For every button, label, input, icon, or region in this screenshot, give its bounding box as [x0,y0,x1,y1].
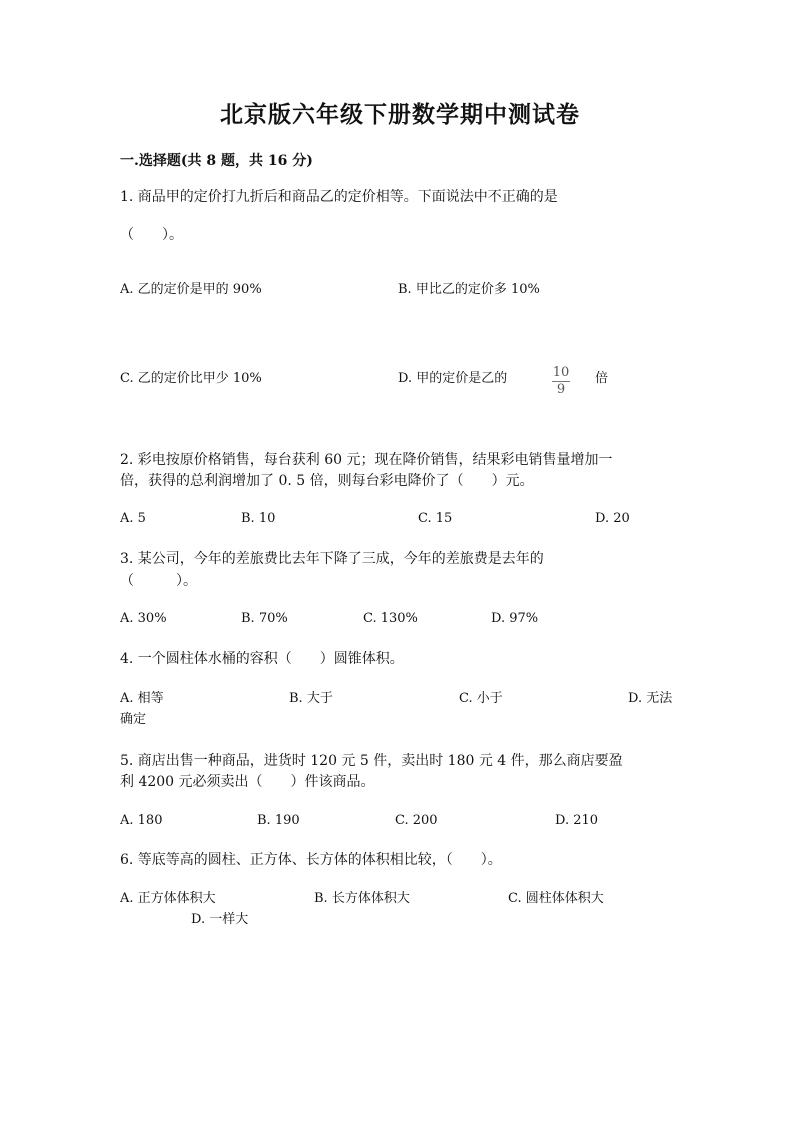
question-4-option-c[interactable]: C. 小于 [459,691,503,706]
question-2-option-b[interactable]: B. 10 [241,511,276,526]
question-4-line-1: 4. 一个圆柱体水桶的容积（ ）圆锥体积。 [120,651,404,667]
question-4-option-b[interactable]: B. 大于 [289,691,333,706]
fraction-ten-ninths [550,366,572,397]
question-5-line-2: 利 4200 元必须卖出（ ）件该商品。 [120,774,375,790]
page-title: 北京版六年级下册数学期中测试卷 [220,101,580,128]
question-3-option-d[interactable]: D. 97% [491,611,539,626]
question-2-line-2: 倍，获得的总利润增加了 0. 5 倍，则每台彩电降价了（ ）元。 [120,473,534,489]
question-5-option-b[interactable]: B. 190 [257,813,300,828]
question-4-option-a[interactable]: A. 相等 [120,691,164,706]
question-3-line-2: （ ）。 [120,573,197,589]
question-5-option-c[interactable]: C. 200 [395,813,438,828]
question-2-line-1: 2. 彩电按原价格销售，每台获利 60 元；现在降价销售，结果彩电销售量增加一 [120,452,613,468]
question-3-option-b[interactable]: B. 70% [241,611,288,626]
question-2-option-c[interactable]: C. 15 [418,511,453,526]
question-4-option-d-wrap: 确定 [120,712,147,727]
question-5-line-1: 5. 商店出售一种商品，进货时 120 元 5 件，卖出时 180 元 4 件，那么商店要盈 [120,753,623,769]
question-1-line-1: 1. 商品甲的定价打九折后和商品乙的定价相等。下面说法中不正确的是 [120,189,558,205]
question-6-option-a[interactable]: A. 正方体体积大 [120,891,216,906]
fraction-denominator: 9 [556,382,566,397]
question-3-line-1: 3. 某公司，今年的差旅费比去年下降了三成，今年的差旅费是去年的 [120,551,544,567]
question-6-option-c[interactable]: C. 圆柱体体积大 [508,891,604,906]
question-1-option-d[interactable]: D. 甲的定价是乙的 [398,371,508,386]
fraction-suffix: 倍 [595,371,609,386]
question-1-option-c[interactable]: C. 乙的定价比甲少 10% [120,371,262,386]
question-5-option-d[interactable]: D. 210 [555,813,599,828]
question-6-line-1: 6. 等底等高的圆柱、正方体、长方体的体积相比较，（ ）。 [120,852,502,868]
question-2-option-d[interactable]: D. 20 [595,511,630,526]
question-2-option-a[interactable]: A. 5 [120,511,146,526]
fraction-numerator: 10 [552,365,570,380]
question-6-option-d[interactable]: D. 一样大 [191,912,249,927]
question-3-option-c[interactable]: C. 130% [363,611,418,626]
question-5-option-a[interactable]: A. 180 [120,813,163,828]
question-3-option-a[interactable]: A. 30% [120,611,167,626]
question-1-option-b[interactable]: B. 甲比乙的定价多 10% [398,282,540,297]
section-heading: 一.选择题(共 8 题，共 16 分) [120,153,313,169]
question-4-option-d[interactable]: D. 无法 [628,691,673,706]
question-1-option-a[interactable]: A. 乙的定价是甲的 90% [120,282,262,297]
question-6-option-b[interactable]: B. 长方体体积大 [314,891,410,906]
question-1-line-2: （ ）。 [120,227,183,243]
